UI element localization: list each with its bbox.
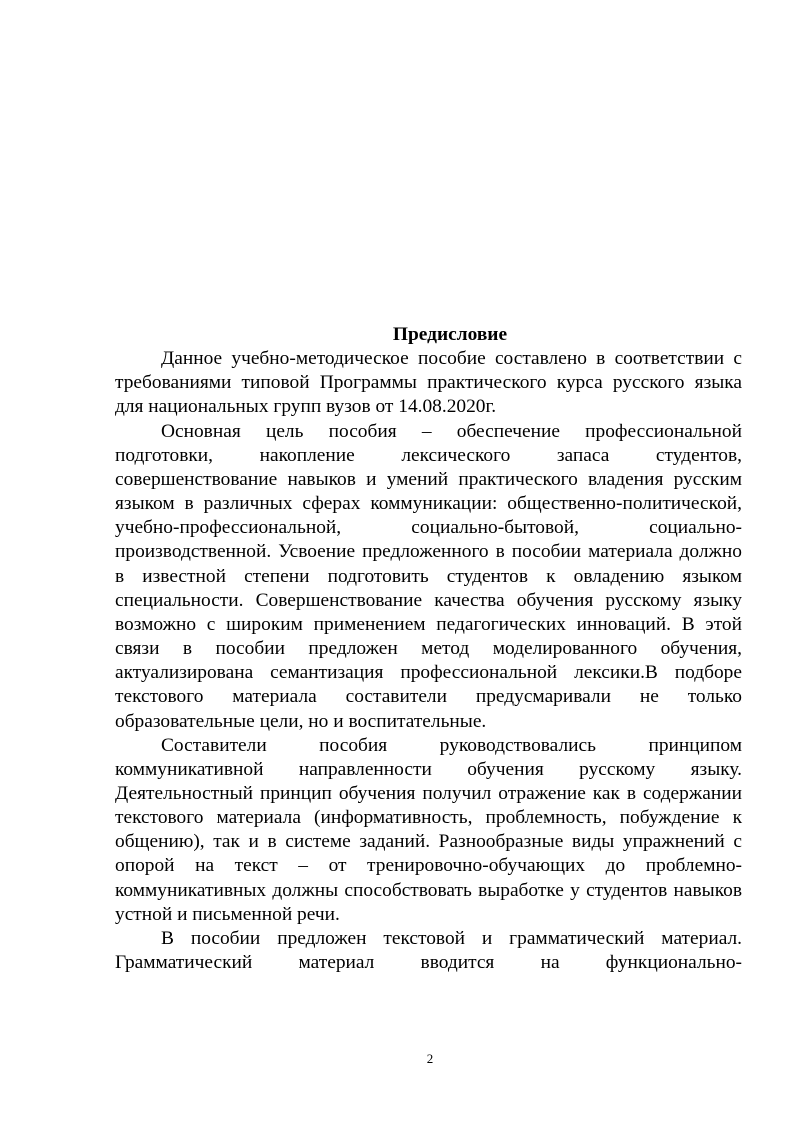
paragraph-4: В пособии предложен текстовой и грамматический материал. Грамматический материал вводится на функционально-: [115, 927, 742, 974]
paragraph-2: Основная цель пособия – обеспечение профессиональной подготовки, накопление лексического запаса студентов, совершенствование навыков и умений практического владения русским языком в различных сферах коммуникации: общественно-политической, учебно-профессиональной, социально-бытовой, социально-производственной. Усвоение предложенного в пособии материала должно в известной степени подготовить студентов к овладению языком специальности. Совершенствование качества обучения русскому языку возможно с широким применением педагогических инноваций. В этой связи в пособии предложен метод моделированного обучения, актуализирована семантизация профессиональной лексики.В подборе текстового материала составители предусмаривали не только образовательные цели, но и воспитательные.: [115, 420, 742, 732]
page-number: 2: [426, 1051, 434, 1066]
paragraph-3: Составители пособия руководствовались принципом коммуникативной направленности обучения русскому языку. Деятельностный принцип обучения получил отражение как в содержании текстового материала (информативность, проблемность, побуждение к общению), так и в системе заданий. Разнообразные виды упражнений с опорой на текст – от тренировочно-обучающих до проблемно-коммуникативных должны способствовать выработке у студентов навыков устной и письменной речи.: [115, 734, 742, 925]
paragraph-1: Данное учебно-методическое пособие составлено в соответствии с требованиями типовой Программы практического курса русского языка для национальных групп вузов от 14.08.2020г.: [115, 348, 742, 418]
page-content: [115, 323, 742, 975]
section-title: Предисловие: [392, 324, 508, 345]
